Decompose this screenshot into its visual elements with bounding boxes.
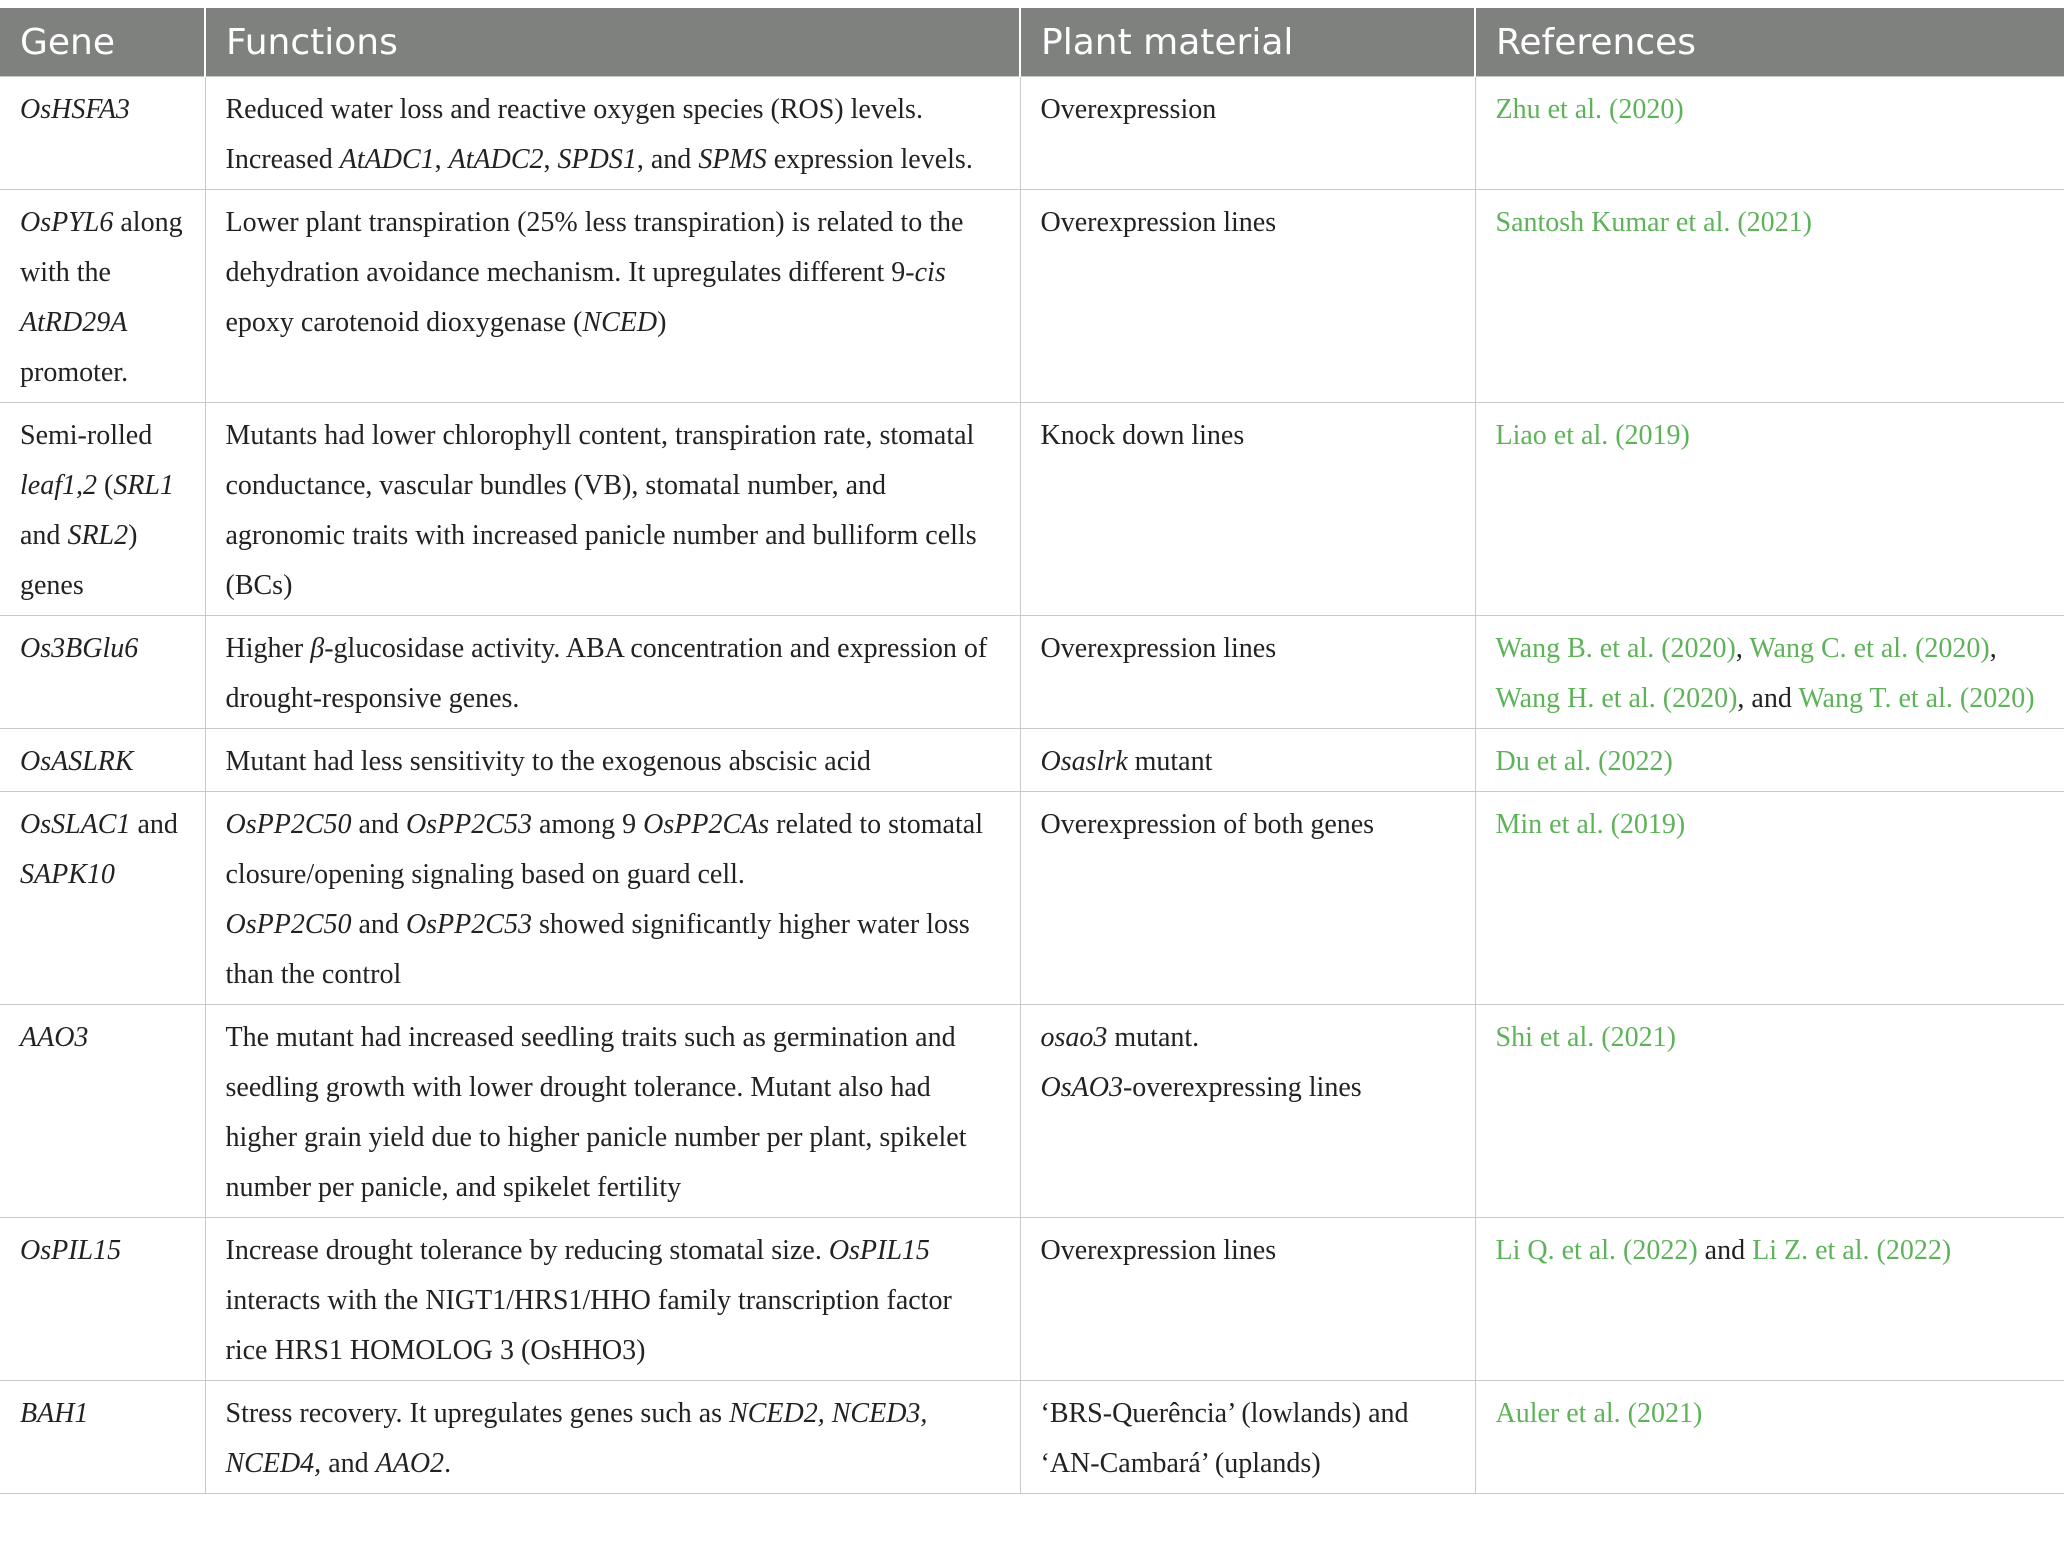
text-run: and [351, 909, 406, 940]
text-run: and [1697, 1235, 1753, 1266]
italic-text: OsPP2CAs [643, 809, 770, 840]
italic-text: OsPP2C50 [225, 809, 352, 840]
italic-text: cis [914, 257, 946, 288]
text-run: showed significantly higher water loss than the control [225, 909, 970, 990]
reference-link[interactable]: Wang C. et al. (2020) [1749, 633, 1990, 664]
text-run: promoter. [20, 357, 129, 388]
italic-text: BAH1 [20, 1398, 89, 1429]
table-row [0, 403, 2064, 616]
plant-material-cell [1020, 792, 1475, 1005]
gene-cell [0, 792, 205, 1005]
text-run: epoxy carotenoid dioxygenase ( [225, 307, 583, 338]
text-run: ( [97, 470, 114, 501]
table-row [0, 77, 2064, 190]
gene-cell [0, 1381, 205, 1494]
italic-text: OsPP2C53 [405, 909, 532, 940]
reference-link[interactable]: Wang B. et al. (2020) [1495, 633, 1736, 664]
text-run: Increase drought tolerance by reducing stomatal size. [225, 1235, 829, 1266]
reference-link[interactable]: Min et al. (2019) [1495, 809, 1686, 840]
header-plant-material: Plant material [1020, 8, 1475, 77]
text-run: and [321, 1448, 376, 1479]
text-run: Lower plant transpiration (25% less transpiration) is related to the dehydration avoidance mechanism. It upregulates different 9- [225, 207, 964, 288]
italic-text: Os3BGlu6 [20, 633, 139, 664]
header-gene: Gene [0, 8, 205, 77]
reference-link[interactable]: Santosh Kumar et al. (2021) [1495, 207, 1812, 238]
italic-text: OsAO3 [1040, 1072, 1123, 1103]
text-run: and [351, 809, 406, 840]
reference-link[interactable]: Shi et al. (2021) [1495, 1022, 1676, 1053]
references-cell [1475, 190, 2064, 403]
text-run: Overexpression lines [1040, 207, 1277, 238]
table-header [0, 8, 2064, 77]
italic-text: AtRD29A [20, 307, 128, 338]
italic-text: osao3 [1040, 1022, 1108, 1053]
text-run: Mutants had lower chlorophyll content, transpiration rate, stomatal conductance, vascular bundles (VB), stomatal number, and agronomic traits with increased panicle number and bulliform cells (BCs) [225, 420, 977, 601]
text-run: and [20, 520, 68, 551]
functions-cell [205, 190, 1020, 403]
functions-cell [205, 1218, 1020, 1381]
gene-cell [0, 403, 205, 616]
header-functions: Functions [205, 8, 1020, 77]
text-run: Mutant had less sensitivity to the exogenous abscisic acid [225, 746, 871, 777]
text-run: -glucosidase activity. ABA concentration and expression of drought-responsive genes. [225, 633, 988, 714]
references-cell [1475, 1381, 2064, 1494]
text-run: ‘BRS-Querência’ (lowlands) and ‘AN-Cambará’ (uplands) [1040, 1398, 1409, 1479]
functions-cell [205, 403, 1020, 616]
table-row [0, 792, 2064, 1005]
references-cell [1475, 792, 2064, 1005]
reference-link[interactable]: Li Z. et al. (2022) [1752, 1235, 1952, 1266]
table-row [0, 1218, 2064, 1381]
gene-cell [0, 77, 205, 190]
text-run: Knock down lines [1040, 420, 1245, 451]
table-row [0, 729, 2064, 792]
italic-text: SRL2 [67, 520, 129, 551]
gene-functions-table [0, 8, 2064, 1494]
italic-text: OsPP2C53 [405, 809, 532, 840]
table-body [0, 77, 2064, 1494]
text-run: expression levels. [766, 144, 973, 175]
references-cell [1475, 403, 2064, 616]
references-cell [1475, 77, 2064, 190]
italic-text: OsSLAC1 [20, 809, 131, 840]
reference-link[interactable]: Du et al. (2022) [1495, 746, 1673, 777]
text-run: Overexpression of both genes [1040, 809, 1375, 840]
text-run: along with the [20, 207, 183, 288]
italic-text: OsPYL6 [20, 207, 114, 238]
text-run: Overexpression lines [1040, 633, 1277, 664]
functions-cell [205, 729, 1020, 792]
table-row [0, 1381, 2064, 1494]
italic-text: leaf1,2 [20, 470, 97, 501]
references-cell [1475, 616, 2064, 729]
text-run: interacts with the NIGT1/HRS1/HHO family transcription factor rice HRS1 HOMOLOG 3 (OsHHO3) [225, 1285, 952, 1366]
italic-text: SPMS [698, 144, 767, 175]
italic-text: Osaslrk [1040, 746, 1128, 777]
reference-link[interactable]: Liao et al. (2019) [1495, 420, 1690, 451]
gene-cell [0, 1218, 205, 1381]
italic-text: OsPIL15 [20, 1235, 122, 1266]
functions-cell [205, 792, 1020, 1005]
reference-link[interactable]: Wang T. et al. (2020) [1798, 683, 2035, 714]
plant-material-cell [1020, 77, 1475, 190]
text-run: ) genes [20, 520, 138, 601]
text-run: related to stomatal closure/opening signaling based on guard cell. [225, 809, 983, 890]
text-run: among 9 [531, 809, 644, 840]
italic-text: β [310, 633, 325, 664]
plant-material-cell [1020, 1381, 1475, 1494]
header-references: References [1475, 8, 2064, 77]
text-run: Semi-rolled [20, 420, 153, 451]
italic-text: AAO3 [20, 1022, 89, 1053]
gene-cell [0, 1005, 205, 1218]
italic-text: AAO2 [375, 1448, 445, 1479]
text-run: . [444, 1448, 452, 1479]
text-run: The mutant had increased seedling traits such as germination and seedling growth with lower drought tolerance. Mutant also had higher grain yield due to higher panicle number per plant, spikelet number per panicle, and spikelet fertility [225, 1022, 967, 1203]
italic-text: OsASLRK [20, 746, 134, 777]
gene-cell [0, 190, 205, 403]
references-cell [1475, 1005, 2064, 1218]
text-run: -overexpressing lines [1122, 1072, 1362, 1103]
plant-material-cell [1020, 1218, 1475, 1381]
italic-text: NCED [582, 307, 658, 338]
italic-text: OsPIL15 [828, 1235, 930, 1266]
text-run: and [130, 809, 178, 840]
table-row [0, 1005, 2064, 1218]
text-run: , and [636, 144, 699, 175]
reference-link[interactable]: Li Q. et al. (2022) [1495, 1235, 1698, 1266]
functions-cell [205, 1005, 1020, 1218]
italic-text: SRL1 [113, 470, 175, 501]
italic-text: NCED2, NCED3, NCED4, [225, 1398, 928, 1479]
italic-text: SAPK10 [20, 859, 115, 890]
references-cell [1475, 1218, 2064, 1381]
plant-material-cell [1020, 403, 1475, 616]
text-run: mutant. [1107, 1022, 1200, 1053]
italic-text: AtADC1 [339, 144, 435, 175]
reference-link[interactable]: Zhu et al. (2020) [1495, 94, 1684, 125]
italic-text: SPDS1 [557, 144, 637, 175]
table-row [0, 190, 2064, 403]
text-run: mutant [1127, 746, 1213, 777]
text-run: Stress recovery. It upregulates genes such as [225, 1398, 730, 1429]
gene-cell [0, 729, 205, 792]
functions-cell [205, 1381, 1020, 1494]
italic-text: AtADC2 [448, 144, 544, 175]
text-run: , [543, 144, 558, 175]
table-row [0, 616, 2064, 729]
reference-link[interactable]: Wang H. et al. (2020) [1495, 683, 1738, 714]
text-run: , [1735, 633, 1750, 664]
plant-material-cell [1020, 729, 1475, 792]
functions-cell [205, 77, 1020, 190]
references-cell [1475, 729, 2064, 792]
text-run: Higher [225, 633, 311, 664]
text-run: Overexpression lines [1040, 1235, 1277, 1266]
text-run: , [1989, 633, 1997, 664]
plant-material-cell [1020, 1005, 1475, 1218]
text-run: Overexpression [1040, 94, 1217, 125]
text-run: Reduced water loss and reactive oxygen species (ROS) levels. Increased [225, 94, 923, 175]
text-run: ) [657, 307, 667, 338]
gene-cell [0, 616, 205, 729]
plant-material-cell [1020, 616, 1475, 729]
functions-cell [205, 616, 1020, 729]
text-run: , and [1737, 683, 1799, 714]
italic-text: OsHSFA3 [20, 94, 130, 125]
text-run: , [434, 144, 449, 175]
reference-link[interactable]: Auler et al. (2021) [1495, 1398, 1703, 1429]
italic-text: OsPP2C50 [225, 909, 352, 940]
plant-material-cell [1020, 190, 1475, 403]
